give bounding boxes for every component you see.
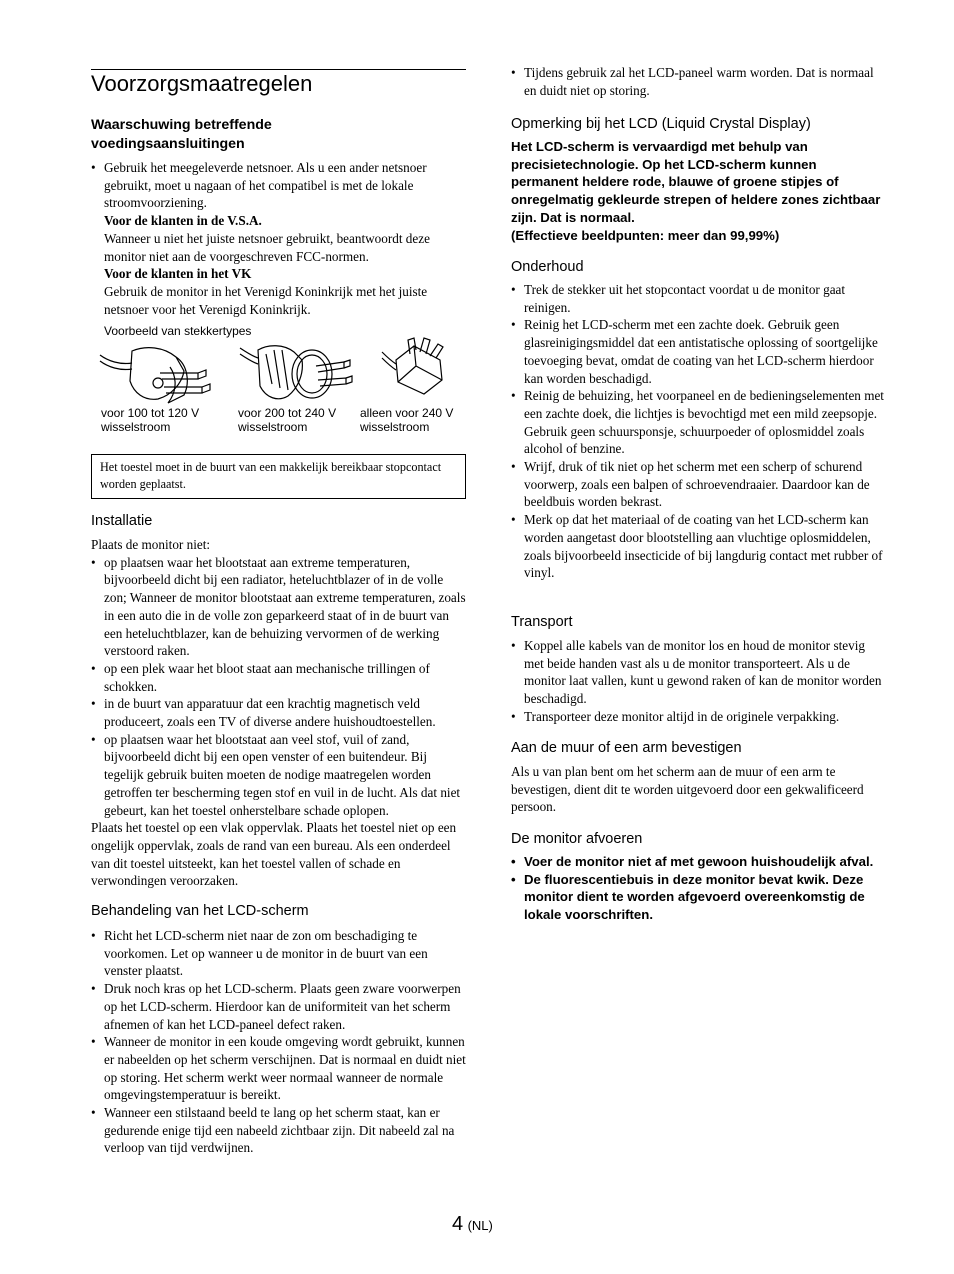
list-item	[91, 980, 466, 1033]
wall-mount-section	[511, 739, 886, 816]
lcd-handling-continued-text: Tijdens gebruik zal het LCD-paneel warm worden. Dat is normaal en duidt niet op storing.	[524, 65, 874, 98]
power-heading-line1: Waarschuwing betreffende	[91, 117, 272, 133]
lcd-handling-bullet-text: Richt het LCD-scherm niet naar de zon om beschadiging te voorkomen. Let op wanneer u de monitor in de buurt van een venster plaatst.	[104, 928, 428, 979]
lcd-note-pixels: (Effectieve beeldpunten: meer dan 99,99%)	[511, 227, 780, 243]
lcd-note-text: Het LCD-scherm is vervaardigd met behulp van precisietechnologie. Op het LCD-scherm kunnen permanent heldere rode, blauwe of groene stipjes of onregelmatig gekleurde strepen of heldere zones zichtbaar zijn. Dat is normaal.	[511, 139, 881, 225]
list-item	[511, 708, 886, 726]
page-title: Voorzorgsmaatregelen	[91, 71, 313, 96]
plug-label-1-line1: voor 100 tot 120 V	[101, 406, 200, 420]
installation-outro: Plaats het toestel op een vlak oppervlak. Plaats het toestel niet op een ongelijk oppervlak, zoals de rand van een bureau. Als een onderdeel van dit toestel uitsteekt, kan het toestel vallen of schade en verwondingen veroorzaken.	[91, 820, 457, 889]
maintenance-heading: Onderhoud	[511, 259, 584, 275]
plug-type-a-icon	[98, 343, 218, 405]
note-box	[91, 454, 466, 499]
maintenance-bullet-text: Merk op dat het materiaal of de coating van het LCD-scherm kan worden aangetast door blootstelling aan vluchtige oplosmiddelen, zoals bijvoorbeeld insecticide of bij langdurig contact met rubber of vinyl.	[524, 512, 883, 581]
lcd-note-heading: Opmerking bij het LCD (Liquid Crystal Display)	[511, 116, 811, 132]
power-heading-line2: voedingsaansluitingen	[91, 136, 245, 152]
power-bullet-text: Gebruik het meegeleverde netsnoer. Als u een ander netsnoer gebruikt, moet u nagaan of het compatibel is met de lokale stroomvoorziening.	[104, 160, 427, 211]
plug-label-2-line1: voor 200 tot 240 V	[238, 406, 337, 420]
wall-mount-text: Als u van plan bent om het scherm aan de muur of een arm te bevestigen, dient dit te worden uitgevoerd door een gekwalificeerd persoon.	[511, 764, 864, 815]
usa-text: Wanneer u niet het juiste netsnoer gebruikt, beantwoordt deze monitor niet aan de voorgeschreven FCC-normen.	[104, 230, 430, 264]
list-item	[91, 1104, 466, 1157]
list-item	[91, 660, 466, 695]
disposal-bullet-text: De fluorescentiebuis in deze monitor bevat kwik. Deze monitor dient te worden afgevoerd overeenkomstig de lokale voorschriften.	[524, 871, 865, 923]
installation-bullet-text: in de buurt van apparatuur dat een krachtig magnetisch veld produceert, zoals een TV of diverse andere huishoudtoestellen.	[104, 696, 436, 730]
transport-bullet-text: Koppel alle kabels van de monitor los en houd de monitor stevig met beide handen vast als u de monitor transporteert. Als u de monitor laat vallen, kunt u gewond raken of kan de monitor worden beschadigd.	[524, 638, 882, 707]
page-number-suffix: (NL)	[467, 1218, 493, 1233]
list-item	[511, 387, 886, 458]
lcd-note-section	[511, 115, 886, 244]
lcd-handling-heading: Behandeling van het LCD-scherm	[91, 903, 309, 919]
plug-label-3	[360, 406, 453, 434]
list-item	[91, 695, 466, 730]
lcd-handling-section	[91, 902, 466, 1157]
installation-intro: Plaats de monitor niet:	[91, 537, 211, 552]
plug-caption: Voorbeeld van stekkertypes	[104, 324, 252, 338]
plug-label-3-line1: alleen voor 240 V	[360, 406, 454, 420]
disposal-section	[511, 830, 886, 924]
power-section	[91, 159, 466, 318]
disposal-heading: De monitor afvoeren	[511, 831, 643, 847]
maintenance-section	[511, 258, 886, 582]
list-item	[511, 511, 886, 582]
lcd-handling-bullet-text: Wanneer de monitor in een koude omgeving wordt gebruikt, kunnen er nabeelden op het scherm verschijnen. Dat is normaal en duidt niet op storing. Het scherm werkt weer normaal wanneer de normale omgevingstemperatuur is bereikt.	[104, 1034, 466, 1103]
installation-bullet-text: op plaatsen waar het blootstaat aan extreme temperaturen, bijvoorbeeld dicht bij een radiator, heteluchtblazer of in de volle zon; Wanneer de monitor blootstaat aan extreme temperaturen, zoals in een auto die in de volle zon geparkeerd staat of in de buurt van een heteluchtblazer, kan de behuizing vervormen of de werking verstoord raken.	[104, 554, 466, 659]
list-item	[511, 853, 886, 871]
list-item	[91, 731, 466, 820]
list-item	[91, 927, 466, 980]
installation-heading: Installatie	[91, 513, 153, 529]
list-item	[91, 159, 466, 212]
uk-title: Voor de klanten in het VK	[104, 266, 252, 282]
list-item	[511, 871, 886, 924]
lcd-handling-bullet-text: Wanneer een stilstaand beeld te lang op het scherm staat, kan er gedurende enige tijd een nabeeld zichtbaar zijn. Dit nabeeld zal na verloop van tijd verdwijnen.	[104, 1105, 455, 1156]
plug-label-1-line2: wisselstroom	[101, 420, 171, 434]
usa-title: Voor de klanten in de V.S.A.	[104, 213, 262, 229]
list-item	[511, 64, 886, 99]
disposal-bullet-text: Voer de monitor niet af met gewoon huishoudelijk afval.	[524, 854, 874, 869]
installation-bullet-text: op plaatsen waar het blootstaat aan veel stof, vuil of zand, bijvoorbeeld dicht bij een open venster of een buitendeur. Bij tegelijk gebruik buiten moeten de nodige maatregelen worden getroffen ter bescherming tegen stof en vuil in de lucht. Als dat niet gebeurt, kan het toestel onherstelbare schade oplopen.	[104, 731, 461, 818]
page-number	[452, 1213, 493, 1236]
plug-label-1	[101, 406, 199, 434]
list-item	[91, 1033, 466, 1104]
list-item	[511, 316, 886, 387]
maintenance-bullet-text: Reinig het LCD-scherm met een zachte doek. Gebruik geen glasreinigingsmiddel dat een antistatische oplossing of soortgelijke toevoeging bevat, omdat de coating van het LCD-scherm hierdoor kan worden beschadigd.	[524, 317, 878, 386]
power-heading	[91, 116, 466, 154]
note-text: Het toestel moet in de buurt van een makkelijk bereikbaar stopcontact worden geplaatst.	[100, 460, 442, 491]
transport-heading: Transport	[511, 614, 573, 630]
plug-label-3-line2: wisselstroom	[360, 420, 430, 434]
list-item	[91, 554, 466, 660]
maintenance-bullet-text: Wrijf, druk of tik niet op het scherm met een scherp of schurend voorwerp, zoals een balpen of schroevendraaier. Daardoor kan de beeldbuis worden bekrast.	[524, 459, 870, 510]
transport-section	[511, 613, 886, 726]
plug-type-g-icon	[380, 336, 450, 400]
maintenance-bullet-text: Reinig de behuizing, het voorpaneel en de bedieningselementen met een zachte doek, die lichtjes is bevochtigd met een mild zeepsopje. Gebruik geen schuursponsje, schuurpoeder of oplosmiddel zoals alcohol of benzine.	[524, 388, 884, 457]
uk-text: Gebruik de monitor in het Verenigd Koninkrijk met het juiste netsnoer voor het Verenigd Koninkrijk.	[104, 283, 428, 317]
lcd-handling-continued	[511, 64, 886, 99]
plug-type-c-icon	[238, 340, 358, 406]
list-item	[511, 458, 886, 511]
lcd-handling-bullet-text: Druk noch kras op het LCD-scherm. Plaats geen zware voorwerpen op het LCD-scherm. Hierdoor kan de uniformiteit van het scherm afnemen of kan het LCD-paneel defect raken.	[104, 981, 461, 1032]
page-number-value: 4	[452, 1213, 464, 1235]
list-item	[511, 281, 886, 316]
installation-bullet-text: op een plek waar het bloot staat aan mechanische trillingen of schokken.	[104, 660, 430, 694]
wall-mount-heading: Aan de muur of een arm bevestigen	[511, 740, 742, 756]
maintenance-bullet-text: Trek de stekker uit het stopcontact voordat u de monitor gaat reinigen.	[524, 282, 846, 315]
plug-label-2	[238, 406, 336, 434]
list-item	[511, 637, 886, 708]
plug-label-2-line2: wisselstroom	[238, 420, 308, 434]
transport-bullet-text: Transporteer deze monitor altijd in de originele verpakking.	[524, 708, 840, 724]
installation-section	[91, 512, 466, 890]
